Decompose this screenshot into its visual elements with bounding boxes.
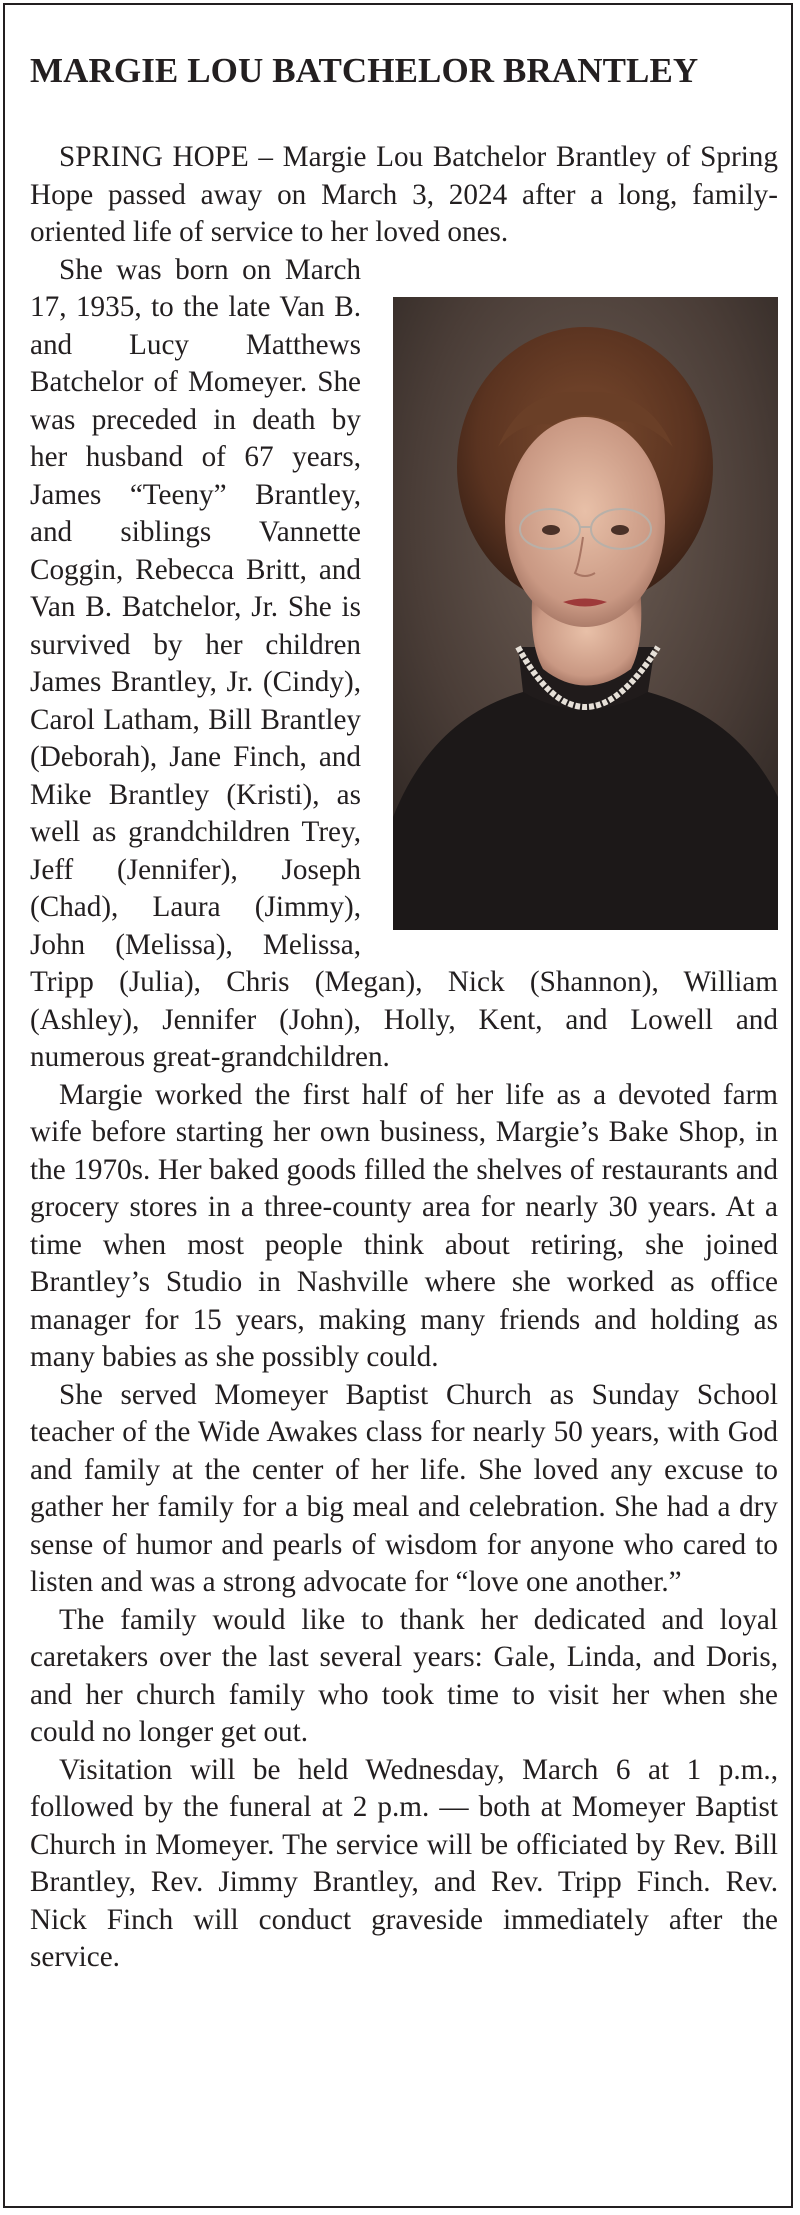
- obituary-notice: [3, 3, 793, 2208]
- paragraph-thanks: The family would like to thank her dedicated and loyal caretakers over the last several years: Gale, Linda, and Doris, and her church family who took time to visit her when she could no longer get out.: [30, 1603, 778, 1748]
- paragraph-family: She was born on March 17, 1935, to the late Van B. and Lucy Matthews Batchelor of Momeyer. She was preceded in death by her husband of 67 years, James “Teeny” Brantley, and siblings Vannette Coggin, Rebecca Britt, and Van B. Batchelor, Jr. She is survived by her children James Brantley, Jr. (Cindy), Carol Latham, Bill Brantley (Deborah), Jane Finch, and Mike Brantley (Kristi), as well as grandchildren Trey, Jeff (Jennifer), Joseph (Chad), Laura (Jimmy), John (Melissa), Melissa, Tripp (Julia), Chris (Megan), Nick (Shannon), William (Ashley), Jennifer (John), Holly, Kent, and Lowell and numerous great-grandchildren.: [30, 253, 778, 1073]
- paragraph-church: She served Momeyer Baptist Church as Sunday School teacher of the Wide Awakes class for nearly 50 years, with God and family at the center of her life. She loved any excuse to gather her family for a big meal and celebration. She had a dry sense of humor and pearls of wisdom for anyone who cared to listen and was a strong advocate for “love one another.”: [30, 1378, 778, 1598]
- obituary-headline: MARGIE LOU BATCHELOR BRANTLEY: [30, 51, 699, 90]
- paragraph-career: Margie worked the first half of her life as a devoted farm wife before starting her own business, Margie’s Bake Shop, in the 1970s. Her baked goods filled the shelves of restaurants and grocery stores in a three-county area for nearly 30 years. At a time when most people think about retiring, she joined Brantley’s Studio in Nashville where she worked as office manager for 15 years, making many friends and holding as many babies as she possibly could.: [30, 1078, 778, 1373]
- paragraph-intro: SPRING HOPE – Margie Lou Batchelor Brantley of Spring Hope passed away on March 3, 2024 after a long, family-oriented life of service to her loved ones.: [30, 141, 778, 248]
- portrait-photo: [393, 297, 778, 930]
- obituary-body: [30, 139, 778, 1977]
- paragraph-services: Visitation will be held Wednesday, March 6 at 1 p.m., followed by the funeral at 2 p.m. — both at Momeyer Baptist Church in Momeyer. The service will be officiated by Rev. Bill Brantley, Rev. Jimmy Brantley, and Rev. Tripp Finch. Rev. Nick Finch will conduct graveside immediately after the service.: [30, 1753, 778, 1973]
